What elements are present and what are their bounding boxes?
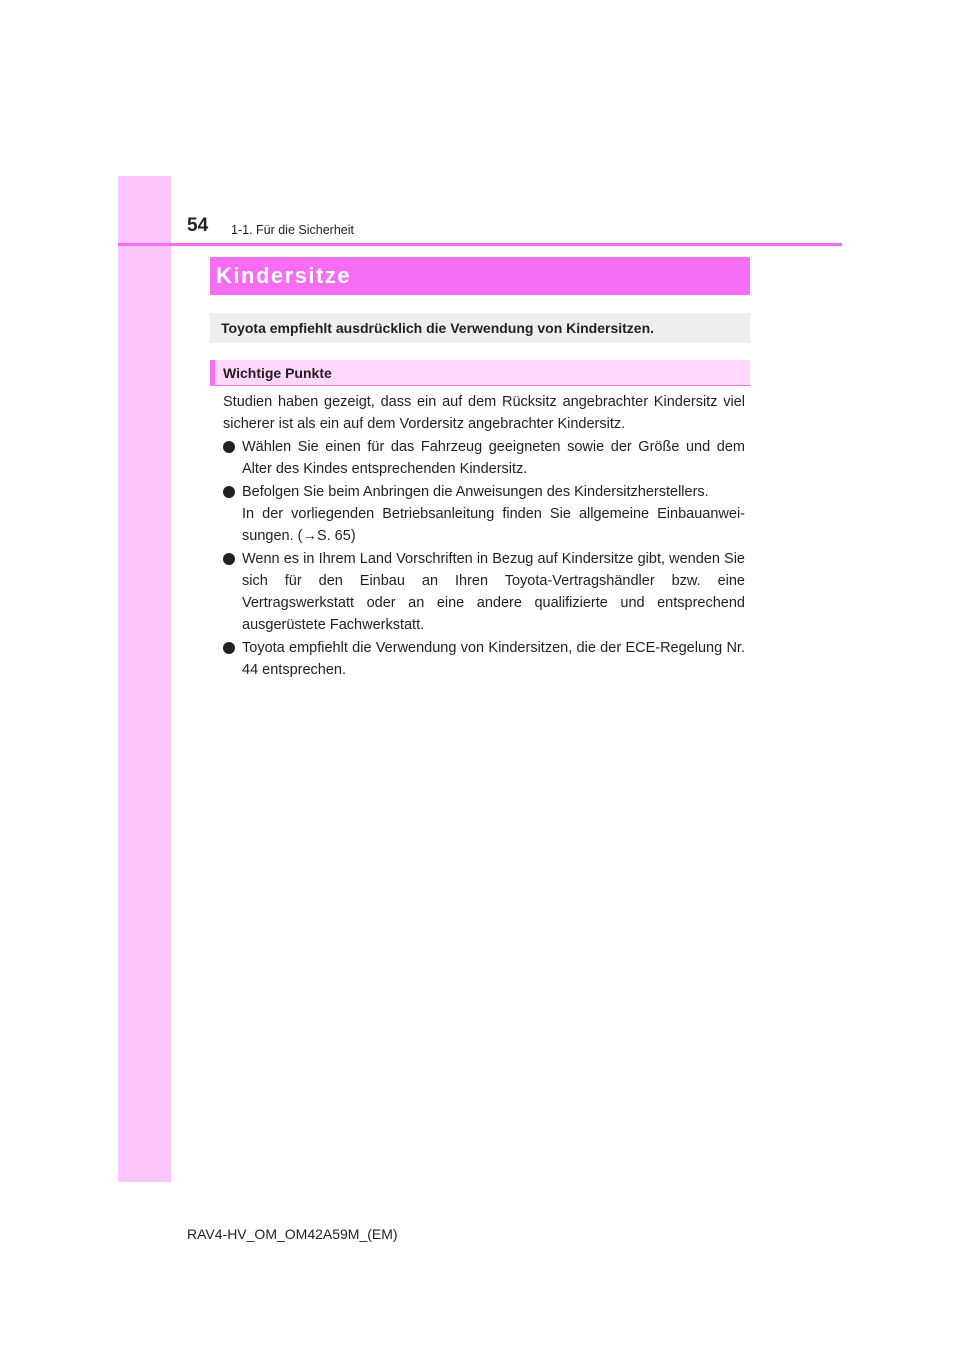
recommendation-box bbox=[210, 313, 750, 343]
header-rule bbox=[118, 243, 842, 246]
list-item bbox=[223, 481, 745, 547]
list-item-text: Wenn es in Ihrem Land Vorschriften in Bezug auf Kindersitze gibt, wenden Sie sich für den Einbau an Ihren Toyota-Vertragshändler bzw. eine Vertragswerkstatt oder an eine andere qualifizierte und entsprechend ausgerüstete Fachwerkstatt. bbox=[242, 551, 745, 633]
section-title-banner bbox=[210, 257, 750, 295]
bullet-dot-icon bbox=[223, 642, 235, 654]
bullet-dot-icon bbox=[223, 441, 235, 453]
document-code: RAV4-HV_OM_OM42A59M_(EM) bbox=[187, 1226, 398, 1242]
list-item-text: Toyota empfiehlt die Verwendung von Kindersitzen, die der ECE-Regelung Nr. 44 entsprechen. bbox=[242, 640, 745, 678]
points-header-bar bbox=[210, 360, 215, 385]
chapter-side-tab bbox=[118, 176, 171, 1182]
recommendation-text: Toyota empfiehlt ausdrücklich die Verwendung von Kindersitzen. bbox=[221, 320, 655, 336]
bullet-list bbox=[223, 436, 745, 681]
page-reference: sungen. (→S. 65) bbox=[242, 528, 356, 544]
section-title: Kindersitze bbox=[216, 263, 352, 288]
intro-paragraph: Studien haben gezeigt, dass ein auf dem Rücksitz angebrachter Kindersitz viel sicherer ist als ein auf dem Vordersitz angebrachter Kindersitz. bbox=[223, 394, 745, 432]
bullet-dot-icon bbox=[223, 553, 235, 565]
chapter-title: 1-1. Für die Sicherheit bbox=[231, 223, 354, 237]
bullet-dot-icon bbox=[223, 486, 235, 498]
list-item bbox=[223, 436, 745, 480]
list-item bbox=[223, 637, 745, 681]
page-number: 54 bbox=[187, 215, 209, 236]
list-item-text: Befolgen Sie beim Anbringen die Anweisungen des Kindersitzherstellers. bbox=[242, 484, 709, 500]
points-header bbox=[210, 360, 750, 386]
body-content bbox=[223, 391, 745, 682]
list-item-text: Wählen Sie einen für das Fahrzeug geeigneten sowie der Größe und dem Alter des Kindes entsprechenden Kindersitz. bbox=[242, 439, 745, 477]
points-title: Wichtige Punkte bbox=[223, 365, 332, 381]
list-item-text: In der vorliegenden Betriebsanleitung finden Sie allgemeine Einbauanwei- bbox=[242, 506, 745, 522]
list-item bbox=[223, 548, 745, 636]
